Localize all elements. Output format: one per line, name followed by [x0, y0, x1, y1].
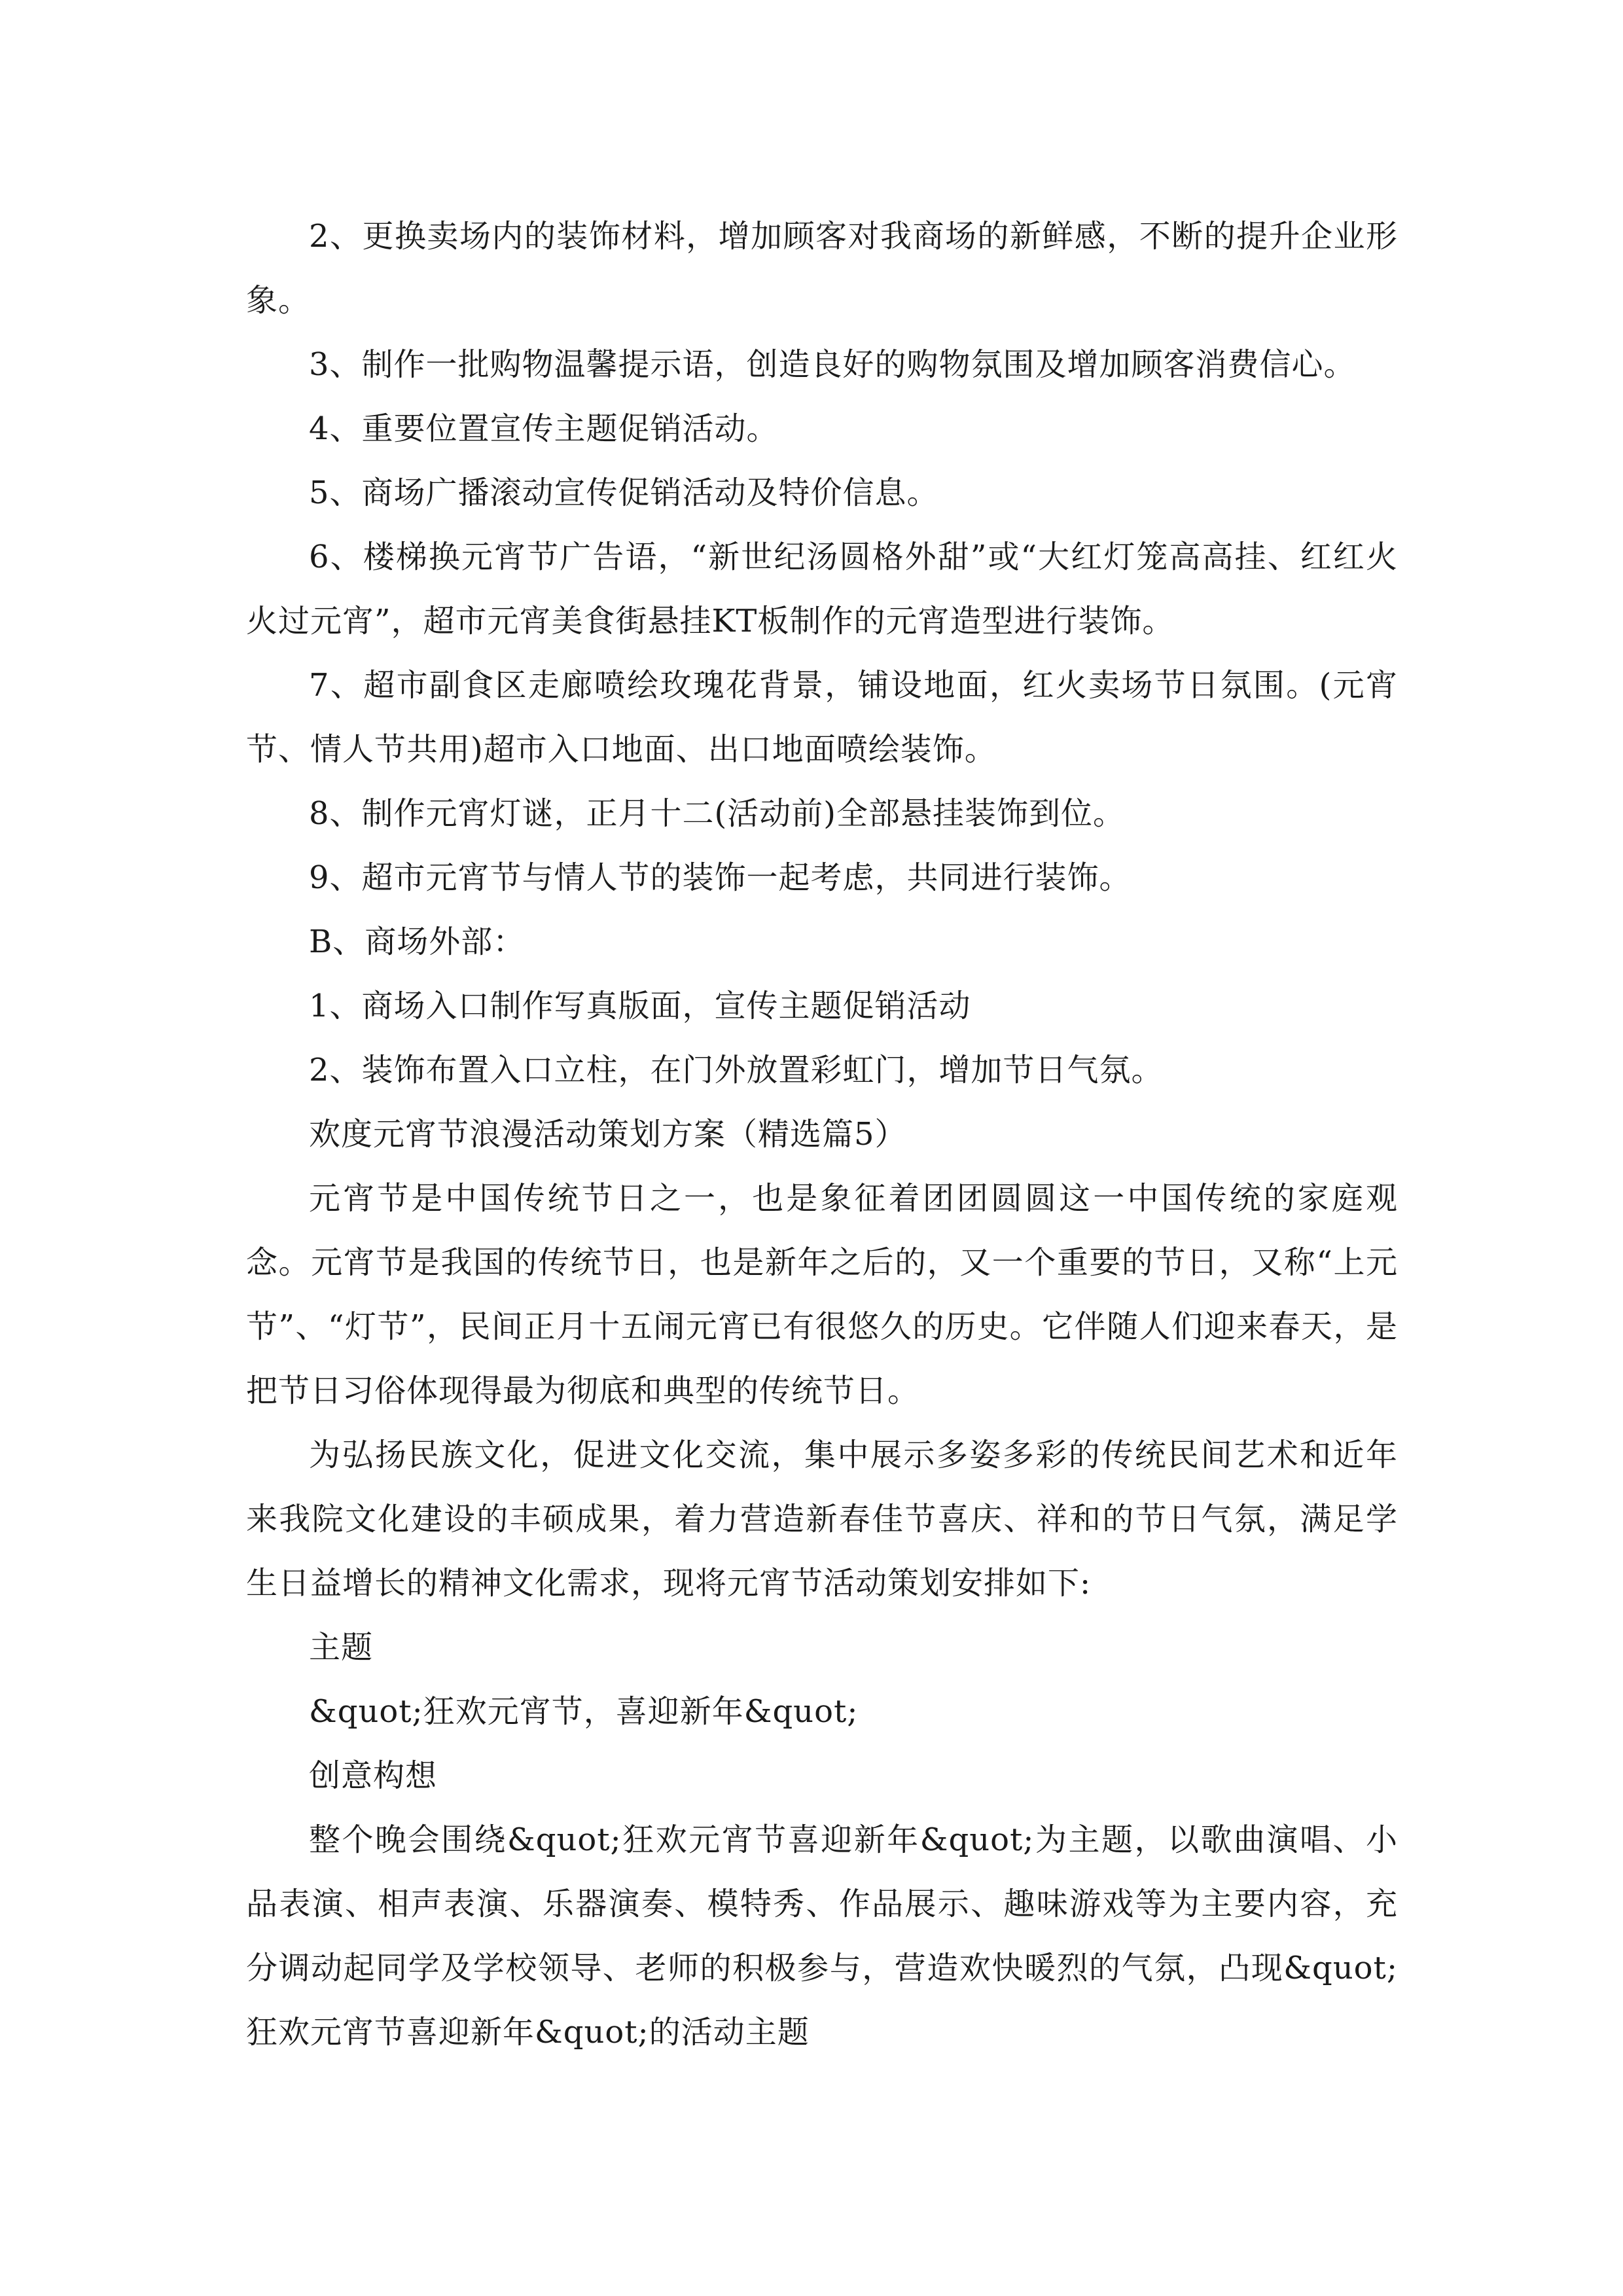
heading-theme: 主题: [309, 1629, 374, 1666]
paragraph-item-8: 8、制作元宵灯谜，正月十二(活动前)全部悬挂装饰到位。: [309, 795, 1125, 832]
paragraph-item-3: 3、制作一批购物温馨提示语，创造良好的购物氛围及增加顾客消费信心。: [309, 346, 1356, 383]
document-body: [246, 204, 1398, 2064]
article-title: 欢度元宵节浪漫活动策划方案（精选篇5）: [309, 1116, 907, 1153]
paragraph-item-7: 7、超市副食区走廊喷绘玫瑰花背景，铺设地面，红火卖场节日氛围。(元宵节、情人节共用)超市入口地面、出口地面喷绘装饰。: [246, 667, 1398, 768]
paragraph-purpose: 为弘扬民族文化，促进文化交流，集中展示多姿多彩的传统民间艺术和近年来我院文化建设的丰硕成果，着力营造新春佳节喜庆、祥和的节日气氛，满足学生日益增长的精神文化需求，现将元宵节活动策划安排如下:: [246, 1437, 1398, 1602]
paragraph-item-6: 6、楼梯换元宵节广告语，“新世纪汤圆格外甜”或“大红灯笼高高挂、红红火火过元宵”，超市元宵美食街悬挂KT板制作的元宵造型进行装饰。: [246, 539, 1398, 639]
paragraph-exterior-2: 2、装饰布置入口立柱，在门外放置彩虹门，增加节日气氛。: [309, 1052, 1164, 1088]
heading-concept: 创意构想: [309, 1757, 438, 1794]
paragraph-item-4: 4、重要位置宣传主题促销活动。: [309, 410, 779, 447]
section-heading-mall-exterior: B、商场外部：: [309, 924, 526, 960]
paragraph-item-5: 5、商场广播滚动宣传促销活动及特价信息。: [309, 475, 939, 511]
paragraph-intro: 元宵节是中国传统节日之一，也是象征着团团圆圆这一中国传统的家庭观念。元宵节是我国的传统节日，也是新年之后的，又一个重要的节日，又称“上元节”、“灯节”，民间正月十五闹元宵已有很悠久的历史。它伴随人们迎来春天，是把节日习俗体现得最为彻底和典型的传统节日。: [246, 1180, 1398, 1409]
paragraph-concept: 整个晚会围绕&quot;狂欢元宵节喜迎新年&quot;为主题，以歌曲演唱、小品表演、相声表演、乐器演奏、模特秀、作品展示、趣味游戏等为主要内容，充分调动起同学及学校领导、老师的积极参与，营造欢快暖烈的气氛，凸现&quot;狂欢元宵节喜迎新年&quot;的活动主题: [246, 1821, 1398, 2051]
paragraph-item-9: 9、超市元宵节与情人节的装饰一起考虑，共同进行装饰。: [309, 859, 1132, 896]
paragraph-exterior-1: 1、商场入口制作写真版面，宣传主题促销活动: [309, 988, 971, 1024]
paragraph-theme: &quot;狂欢元宵节，喜迎新年&quot;: [309, 1693, 859, 1730]
paragraph-item-2: 2、更换卖场内的装饰材料，增加顾客对我商场的新鲜感，不断的提升企业形象。: [246, 218, 1398, 319]
